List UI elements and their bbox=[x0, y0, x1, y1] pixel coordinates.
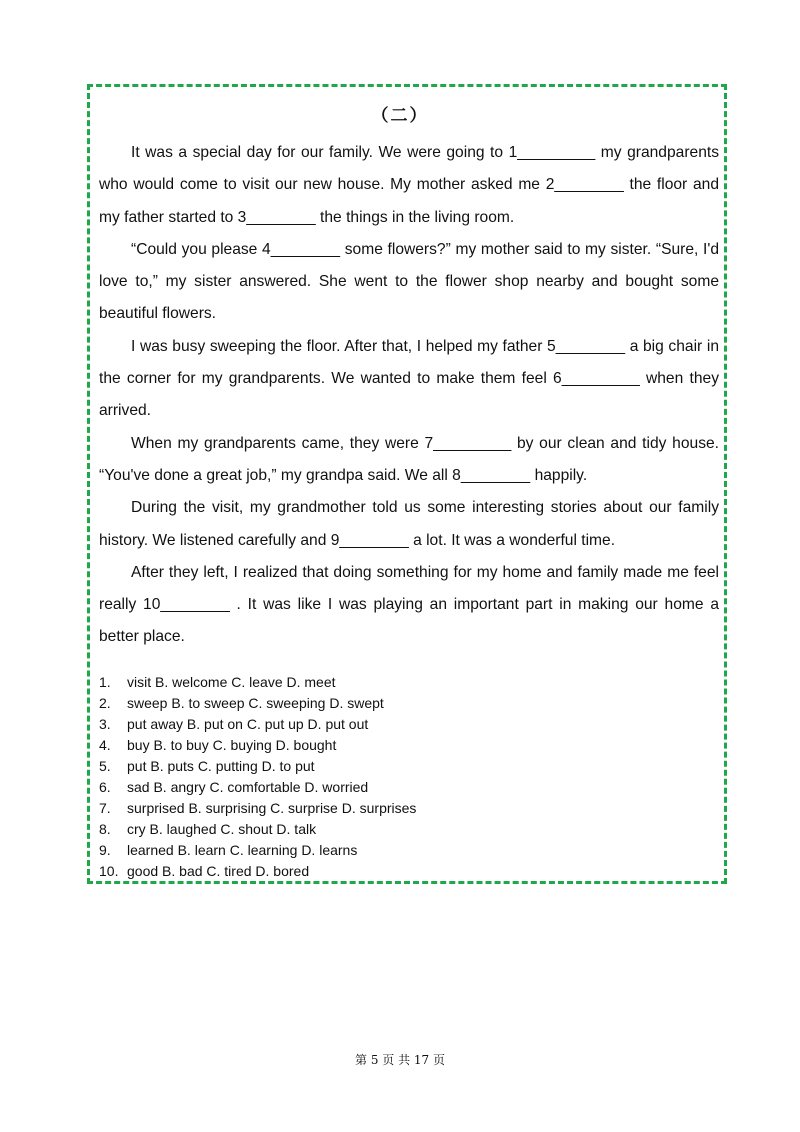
option-item bbox=[99, 840, 699, 861]
option-item bbox=[99, 756, 699, 777]
option-item bbox=[99, 714, 699, 735]
options-list bbox=[99, 672, 699, 882]
passage-paragraph-2: “Could you please 4________ some flowers?” my mother said to my sister. “Sure, I'd love to,” my sister answered. She went to the flower shop nearby and bought some beautiful flowers. bbox=[99, 240, 719, 323]
option-item bbox=[99, 735, 699, 756]
option-text: sad B. angry C. comfortable D. worried bbox=[127, 779, 369, 795]
passage-paragraph-4: When my grandparents came, they were 7_________ by our clean and tidy house. “You've done a great job,” my grandpa said. We all 8________ happily. bbox=[99, 434, 719, 484]
option-number: 5. bbox=[99, 758, 111, 774]
option-text: surprised B. surprising C. surprise D. surprises bbox=[127, 800, 417, 816]
option-number: 7. bbox=[99, 800, 111, 816]
passage-paragraph-5: During the visit, my grandmother told us some interesting stories about our family history. We listened carefully and 9________ a lot. It was a wonderful time. bbox=[99, 499, 719, 549]
option-number: 2. bbox=[99, 695, 111, 711]
option-number: 9. bbox=[99, 842, 111, 858]
option-text: put away B. put on C. put up D. put out bbox=[127, 716, 369, 732]
option-number: 4. bbox=[99, 737, 111, 753]
option-item bbox=[99, 861, 699, 882]
option-number: 3. bbox=[99, 716, 111, 732]
cloze-passage bbox=[99, 137, 719, 654]
page-footer: 第 5 页 共 17 页 bbox=[355, 1053, 445, 1067]
option-item bbox=[99, 672, 699, 693]
option-text: buy B. to buy C. buying D. bought bbox=[127, 737, 337, 753]
option-number: 6. bbox=[99, 779, 111, 795]
option-text: learned B. learn C. learning D. learns bbox=[127, 842, 358, 858]
option-text: cry B. laughed C. shout D. talk bbox=[127, 821, 317, 837]
option-item bbox=[99, 798, 699, 819]
passage-paragraph-6: After they left, I realized that doing something for my home and family made me feel really 10________ . It was like I was playing an important part in making our home a better place. bbox=[99, 563, 719, 646]
passage-paragraph-3: I was busy sweeping the floor. After that, I helped my father 5________ a big chair in the corner for my grandparents. We wanted to make them feel 6_________ when they arrived. bbox=[99, 337, 719, 420]
option-item bbox=[99, 819, 699, 840]
option-item bbox=[99, 777, 699, 798]
option-number: 1. bbox=[99, 674, 111, 690]
option-text: sweep B. to sweep C. sweeping D. swept bbox=[127, 695, 384, 711]
option-number: 10. bbox=[99, 863, 119, 879]
option-text: good B. bad C. tired D. bored bbox=[127, 863, 310, 879]
section-title: （二） bbox=[371, 106, 429, 126]
option-text: put B. puts C. putting D. to put bbox=[127, 758, 315, 774]
passage-paragraph-1: It was a special day for our family. We were going to 1_________ my grandparents who would come to visit our new house. My mother asked me 2________ the floor and my father started to 3________ the things in the living room. bbox=[99, 144, 719, 226]
option-number: 8. bbox=[99, 821, 111, 837]
option-item bbox=[99, 693, 699, 714]
option-text: visit B. welcome C. leave D. meet bbox=[127, 674, 336, 690]
